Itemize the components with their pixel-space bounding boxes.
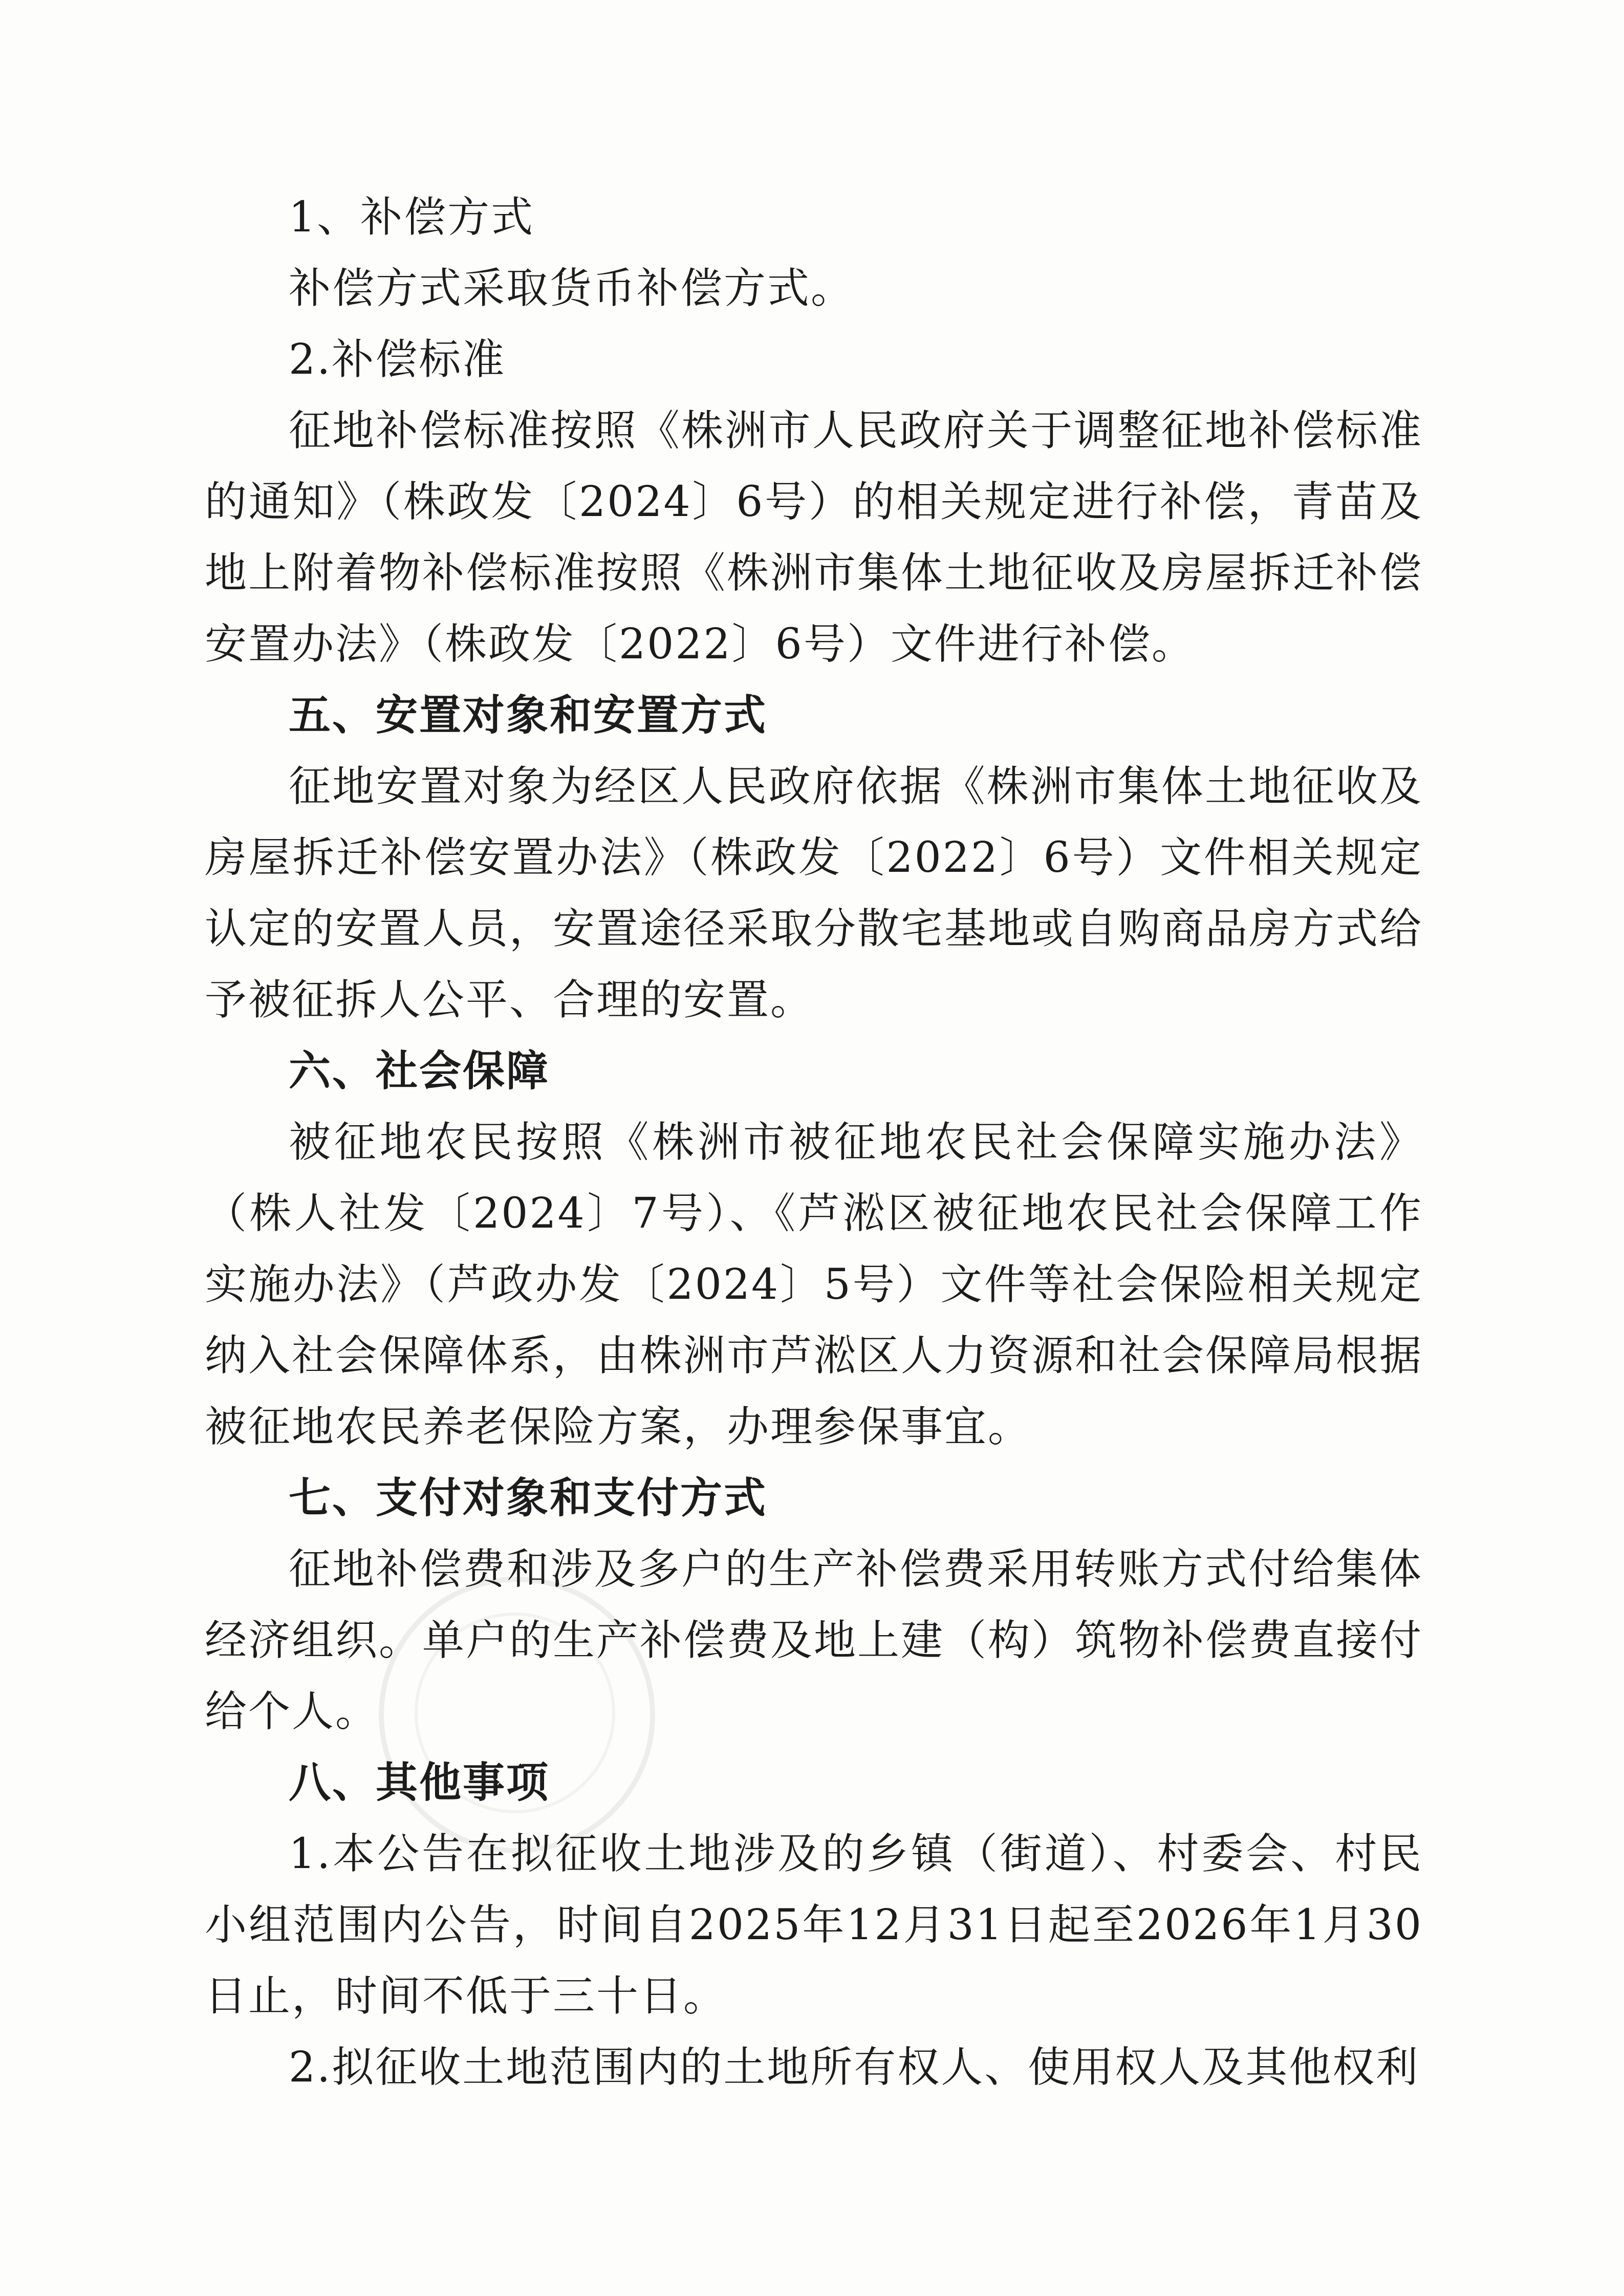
paragraph: 征地安置对象为经区人民政府依据《株洲市集体土地征收及房屋拆迁补偿安置办法》（株政发〔2022〕6号）文件相关规定认定的安置人员，安置途径采取分散宅基地或自购商品房方式给予被征拆人公平、合理的安置。 bbox=[205, 762, 1423, 1024]
section-heading: 七、支付对象和支付方式 bbox=[289, 1474, 768, 1522]
paragraph: 补偿方式采取货币补偿方式。 bbox=[289, 264, 855, 313]
document-body bbox=[205, 182, 1423, 2103]
section-heading: 五、安置对象和安置方式 bbox=[289, 691, 768, 740]
paragraph: 被征地农民按照《株洲市被征地农民社会保障实施办法》（株人社发〔2024〕7号）、《芦淞区被征地农民社会保障工作实施办法》（芦政办发〔2024〕5号）文件等社会保险相关规定纳入社会保障体系，由株洲市芦淞区人力资源和社会保障局根据被征地农民养老保险方案，办理参保事宜。 bbox=[205, 1118, 1423, 1451]
paragraph: 征地补偿费和涉及多户的生产补偿费采用转账方式付给集体经济组织。单户的生产补偿费及地上建（构）筑物补偿费直接付给个人。 bbox=[205, 1545, 1423, 1736]
section-subheading: 1、补偿方式 bbox=[289, 193, 535, 242]
paragraph: 征地补偿标准按照《株洲市人民政府关于调整征地补偿标准的通知》（株政发〔2024〕6号）的相关规定进行补偿，青苗及地上附着物补偿标准按照《株洲市集体土地征收及房屋拆迁补偿安置办法》（株政发〔2022〕6号）文件进行补偿。 bbox=[205, 406, 1423, 669]
section-heading: 八、其他事项 bbox=[289, 1758, 550, 1807]
paragraph: 2.拟征收土地范围内的土地所有权人、使用权人及其他权利 bbox=[289, 2043, 1420, 2092]
paragraph: 1.本公告在拟征收土地涉及的乡镇（街道）、村委会、村民小组范围内公告，时间自2025年12月31日起至2026年1月30日止，时间不低于三十日。 bbox=[205, 1830, 1423, 2021]
section-subheading: 2.补偿标准 bbox=[289, 335, 506, 384]
section-heading: 六、社会保障 bbox=[289, 1047, 550, 1096]
